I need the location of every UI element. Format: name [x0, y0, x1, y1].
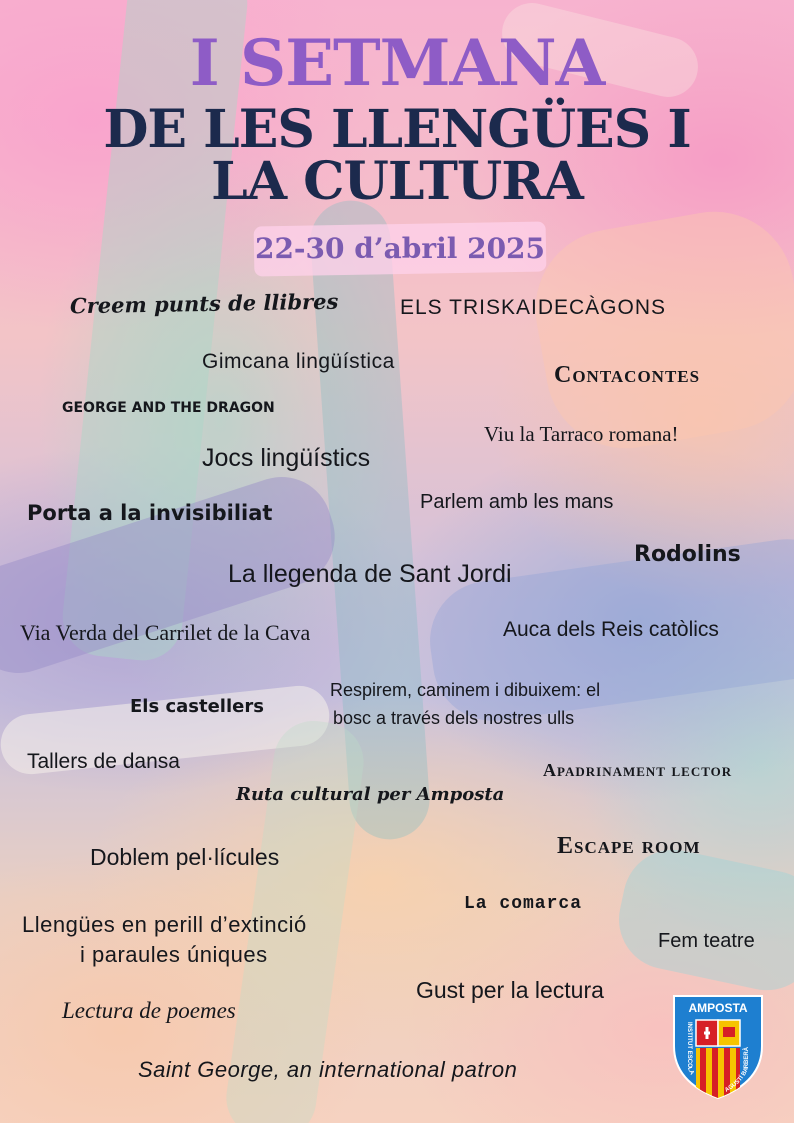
activity-parlem-mans: Parlem amb les mans	[420, 491, 614, 513]
school-logo	[666, 990, 770, 1102]
activity-la-comarca: La comarca	[464, 894, 583, 914]
activity-rodolins: Rodolins	[634, 542, 741, 567]
activity-llengues-perill-line1: Llengües en perill d’extinció	[22, 912, 307, 937]
activity-fem-teatre: Fem teatre	[658, 930, 755, 952]
activity-respirem-line2: bosc a través dels nostres ulls	[333, 708, 575, 728]
activity-escape-room: Escape room	[557, 833, 701, 859]
activity-lectura-poemes: Lectura de poemes	[62, 998, 236, 1023]
activity-castellers: Els castellers	[130, 696, 264, 717]
title-line-3: LA CULTURA	[211, 151, 583, 212]
activity-llengues-perill-line2: i paraules úniques	[80, 942, 268, 967]
logo-left-text: INSTITUT ESCOLA	[685, 1022, 695, 1077]
activity-gimcana: Gimcana lingüística	[202, 350, 395, 373]
paint-stroke	[610, 841, 794, 1000]
activity-tallers-dansa: Tallers de dansa	[27, 750, 180, 773]
activity-contacontes: Contacontes	[554, 362, 701, 388]
title-line-1: I SETMANA	[189, 26, 605, 101]
activity-tarraco: Viu la Tarraco romana!	[484, 422, 679, 446]
activity-llegenda-sant-jordi: La llegenda de Sant Jordi	[228, 560, 512, 588]
activity-creem-punts: Creem punts de llibres	[69, 288, 339, 319]
activity-respirem-line1: Respirem, caminem i dibuixem: el	[330, 680, 601, 700]
activity-porta-invisibilitat: Porta a la invisibiliat	[27, 501, 273, 525]
activity-via-verda: Via Verda del Carrilet de la Cava	[20, 620, 311, 645]
date-text: 22-30 d’abril 2025	[254, 232, 546, 265]
logo-top-text: AMPOSTA	[688, 1001, 748, 1015]
activity-saint-george: Saint George, an international patron	[138, 1057, 518, 1082]
activity-triskaidecagons: ELS TRISKAIDECÀGONS	[400, 296, 667, 319]
title-line-2: DE LES LLENGÜES I	[103, 99, 691, 160]
activity-apadrinament: Apadrinament lector	[543, 760, 733, 780]
logo-right-text: AGUSTÍ BARBERÀ	[724, 1046, 750, 1094]
activity-doblem: Doblem pel·lícules	[90, 844, 280, 870]
activity-auca-reis: Auca dels Reis catòlics	[503, 618, 719, 641]
activity-george-dragon: GEORGE AND THE DRAGON	[62, 400, 275, 416]
activity-jocs: Jocs lingüístics	[202, 444, 371, 472]
activity-ruta-cultural: Ruta cultural per Amposta	[236, 784, 505, 805]
activity-gust-lectura: Gust per la lectura	[416, 977, 604, 1003]
